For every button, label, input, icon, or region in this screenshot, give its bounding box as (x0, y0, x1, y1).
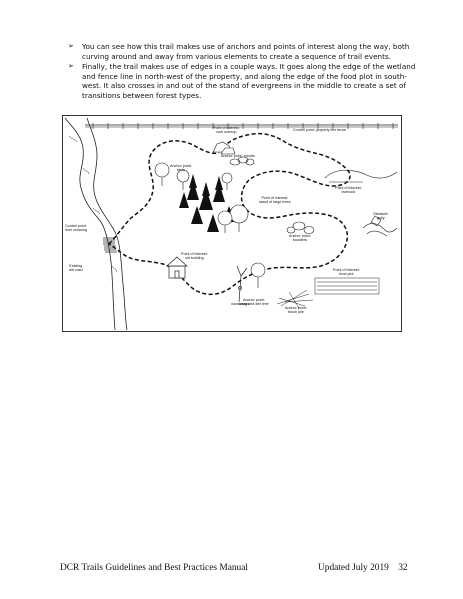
bullet-item (68, 42, 418, 61)
river-crossing (103, 238, 117, 252)
label-large-trees: Point of interest: stand of large trees (259, 196, 291, 205)
large-trees-drawing (218, 205, 248, 233)
label-property-line: Control point: property line fence (293, 128, 347, 132)
label-overlook: Point of interest: overlook (335, 186, 362, 195)
footer-date-page: Updated July 2019 32 (318, 563, 408, 573)
label-dirt-road: Existing dirt road (69, 264, 83, 273)
label-trees: Anchor point: trees (170, 164, 192, 173)
food-plot-drawing (315, 278, 379, 294)
bullet-item (68, 62, 418, 100)
trail-map-drawing (63, 116, 401, 331)
label-brush-pile: Anchor point: brush pile (285, 306, 307, 315)
footer-manual-title: DCR Trails Guidelines and Best Practices Manual (60, 563, 249, 573)
bullet-list (68, 42, 418, 102)
bullet-text: Finally, the trail makes use of edges in a couple ways. It goes along the edge of the wetland and fence line in north-west of the property, and along the edge of the food plot in south-west. It also crosses in and out of the stand of evergreens in the middle to create a set of transitions between forest types. (82, 62, 416, 100)
label-rock-outcrop: Point of interest: rock outcrop (213, 126, 240, 135)
overlook-drawing (325, 170, 397, 182)
arrow-bullet-icon: ➢ (68, 62, 74, 71)
arrow-bullet-icon: ➢ (68, 42, 74, 50)
boulders-drawing (287, 222, 314, 234)
label-snag: Anchor point: snag and den tree (239, 298, 269, 307)
label-river-crossing: Control point: river crossing (65, 224, 87, 233)
rock-outcrop-drawing (213, 142, 235, 154)
bullet-text: You can see how this trail makes use of anchors and points of interest along the way, both curving around and away from various elements to create a sequence of trail events. (82, 42, 410, 61)
label-food-plot: Point of interest: food plot (333, 268, 360, 277)
label-shrubs: Anchor point: shrubs (221, 154, 255, 158)
property-line-fence (85, 123, 398, 129)
label-boulders: Anchor point: boulders (289, 234, 311, 243)
trail-map-figure (62, 115, 402, 332)
label-old-building: Point of interest: old building (181, 252, 208, 261)
label-gully: Obstacle: gully (373, 212, 389, 221)
